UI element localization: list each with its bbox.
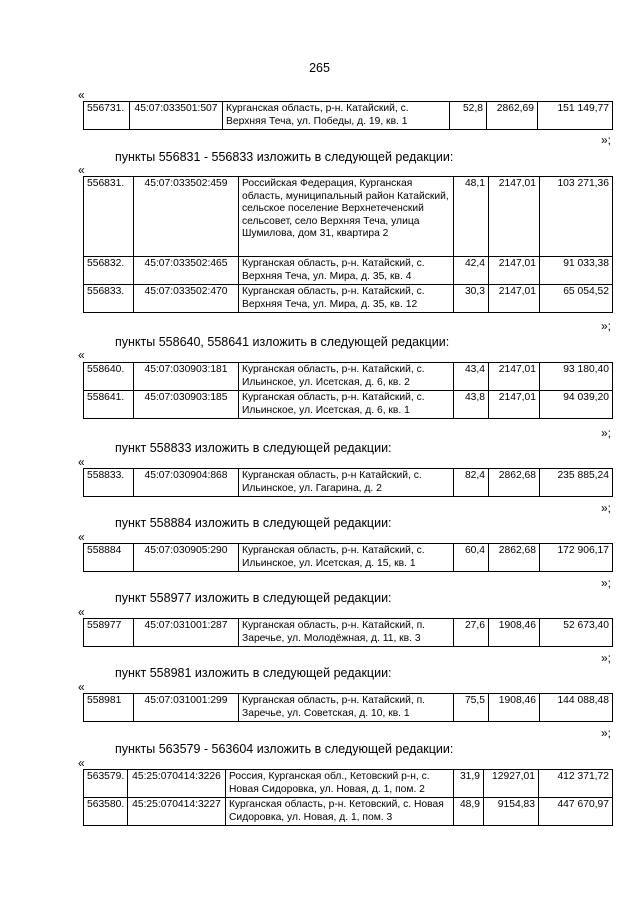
open-quote: « <box>78 605 85 619</box>
area: 43,8 <box>454 391 489 419</box>
cadastral-number: 45:07:030903:185 <box>134 391 239 419</box>
data-table <box>83 101 613 130</box>
total: 52 673,40 <box>540 619 613 647</box>
total: 94 039,20 <box>540 391 613 419</box>
area: 52,8 <box>450 102 487 130</box>
close-quote: »; <box>600 426 611 440</box>
data-table <box>83 693 613 722</box>
total: 103 271,36 <box>540 177 613 257</box>
total: 447 670,97 <box>539 798 613 826</box>
area: 82,4 <box>454 469 489 497</box>
section-intro: пункты 558640, 558641 изложить в следующей редакции: <box>115 335 450 349</box>
area: 42,4 <box>454 257 489 285</box>
area: 60,4 <box>454 544 489 572</box>
price: 2147,01 <box>489 391 540 419</box>
address: Курганская область, р-н. Катайский, п. Заречье, ул. Молодёжная, д. 11, кв. 3 <box>239 619 454 647</box>
address: Курганская область, р-н. Кетовский, с. Новая Сидоровка, ул. Новая, д. 1, пом. 3 <box>226 798 454 826</box>
total: 235 885,24 <box>540 469 613 497</box>
cadastral-number: 45:25:070414:3227 <box>128 798 226 826</box>
total: 91 033,38 <box>540 257 613 285</box>
row-number: 558977 <box>84 619 134 647</box>
cadastral-number: 45:07:030903:181 <box>134 363 239 391</box>
address: Российская Федерация, Курганская область, муниципальный район Катайский, сельское поселение Верхнетеченский сельсовет, село Верхняя Теча, улица Шумилова, дом 31, квартира 2 <box>239 177 454 257</box>
area: 48,1 <box>454 177 489 257</box>
data-table <box>83 176 613 313</box>
row-number: 563579. <box>84 770 128 798</box>
close-quote: »; <box>600 501 611 515</box>
open-quote: « <box>78 680 85 694</box>
price: 2862,69 <box>487 102 538 130</box>
data-table <box>83 543 613 572</box>
section-intro: пункты 563579 - 563604 изложить в следующей редакции: <box>115 742 454 756</box>
cadastral-number: 45:07:033501:507 <box>130 102 223 130</box>
area: 75,5 <box>454 694 489 722</box>
address: Россия, Курганская обл., Кетовский р-н, с. Новая Сидоровка, ул. Новая, д. 1, пом. 2 <box>226 770 454 798</box>
cadastral-number: 45:07:030904:868 <box>134 469 239 497</box>
address: Курганская область, р-н. Катайский, с. Ильинское, ул. Исетская, д. 15, кв. 1 <box>239 544 454 572</box>
address: Курганская область, р-н. Катайский, с. Верхняя Теча, ул. Победы, д. 19, кв. 1 <box>223 102 450 130</box>
row-number: 556731. <box>84 102 130 130</box>
open-quote: « <box>78 88 85 102</box>
cadastral-number: 45:07:031001:287 <box>134 619 239 647</box>
table-row <box>84 102 613 130</box>
area: 43,4 <box>454 363 489 391</box>
address: Курганская область, р-н. Катайский, с. Верхняя Теча, ул. Мира, д. 35, кв. 12 <box>239 285 454 313</box>
open-quote: « <box>78 530 85 544</box>
price: 1908,46 <box>489 694 540 722</box>
address: Курганская область, р-н. Катайский, с. Верхняя Теча, ул. Мира, д. 35, кв. 4 <box>239 257 454 285</box>
open-quote: « <box>78 455 85 469</box>
area: 30,3 <box>454 285 489 313</box>
section-intro: пункты 556831 - 556833 изложить в следующей редакции: <box>115 150 454 164</box>
data-table <box>83 769 613 826</box>
table-row <box>84 257 613 285</box>
close-quote: »; <box>600 726 611 740</box>
table-row <box>84 770 613 798</box>
row-number: 558641. <box>84 391 134 419</box>
table-row <box>84 177 613 257</box>
page-number: 265 <box>309 61 330 75</box>
table-row <box>84 363 613 391</box>
data-table <box>83 468 613 497</box>
cadastral-number: 45:07:031001:299 <box>134 694 239 722</box>
area: 31,9 <box>454 770 484 798</box>
row-number: 556832. <box>84 257 134 285</box>
data-table <box>83 618 613 647</box>
total: 93 180,40 <box>540 363 613 391</box>
price: 2862,68 <box>489 544 540 572</box>
row-number: 563580. <box>84 798 128 826</box>
cadastral-number: 45:07:033502:459 <box>134 177 239 257</box>
table-row <box>84 694 613 722</box>
area: 27,6 <box>454 619 489 647</box>
row-number: 558884 <box>84 544 134 572</box>
price: 2147,01 <box>489 257 540 285</box>
close-quote: »; <box>600 319 611 333</box>
section-intro: пункт 558833 изложить в следующей редакции: <box>115 441 392 455</box>
price: 12927,01 <box>484 770 539 798</box>
open-quote: « <box>78 756 85 770</box>
cadastral-number: 45:25:070414:3226 <box>128 770 226 798</box>
address: Курганская область, р-н. Катайский, п. Заречье, ул. Советская, д. 10, кв. 1 <box>239 694 454 722</box>
close-quote: »; <box>600 133 611 147</box>
price: 2147,01 <box>489 177 540 257</box>
total: 412 371,72 <box>539 770 613 798</box>
row-number: 556831. <box>84 177 134 257</box>
open-quote: « <box>78 163 85 177</box>
table-row <box>84 285 613 313</box>
data-table <box>83 362 613 419</box>
price: 2147,01 <box>489 285 540 313</box>
price: 9154,83 <box>484 798 539 826</box>
row-number: 556833. <box>84 285 134 313</box>
cadastral-number: 45:07:030905:290 <box>134 544 239 572</box>
area: 48,9 <box>454 798 484 826</box>
address: Курганская область, р-н Катайский, с. Ильинское, ул. Гагарина, д. 2 <box>239 469 454 497</box>
cadastral-number: 45:07:033502:470 <box>134 285 239 313</box>
price: 2147,01 <box>489 363 540 391</box>
total: 172 906,17 <box>540 544 613 572</box>
close-quote: »; <box>600 651 611 665</box>
close-quote: »; <box>600 576 611 590</box>
row-number: 558640. <box>84 363 134 391</box>
section-intro: пункт 558884 изложить в следующей редакции: <box>115 516 392 530</box>
price: 1908,46 <box>489 619 540 647</box>
table-row <box>84 469 613 497</box>
table-row <box>84 798 613 826</box>
table-row <box>84 619 613 647</box>
table-row <box>84 544 613 572</box>
table-row <box>84 391 613 419</box>
address: Курганская область, р-н. Катайский, с. Ильинское, ул. Исетская, д. 6, кв. 2 <box>239 363 454 391</box>
open-quote: « <box>78 348 85 362</box>
section-intro: пункт 558981 изложить в следующей редакции: <box>115 666 392 680</box>
total: 65 054,52 <box>540 285 613 313</box>
total: 151 149,77 <box>538 102 613 130</box>
price: 2862,68 <box>489 469 540 497</box>
row-number: 558833. <box>84 469 134 497</box>
address: Курганская область, р-н. Катайский, с. Ильинское, ул. Исетская, д. 6, кв. 1 <box>239 391 454 419</box>
cadastral-number: 45:07:033502:465 <box>134 257 239 285</box>
section-intro: пункт 558977 изложить в следующей редакции: <box>115 591 392 605</box>
total: 144 088,48 <box>540 694 613 722</box>
row-number: 558981 <box>84 694 134 722</box>
